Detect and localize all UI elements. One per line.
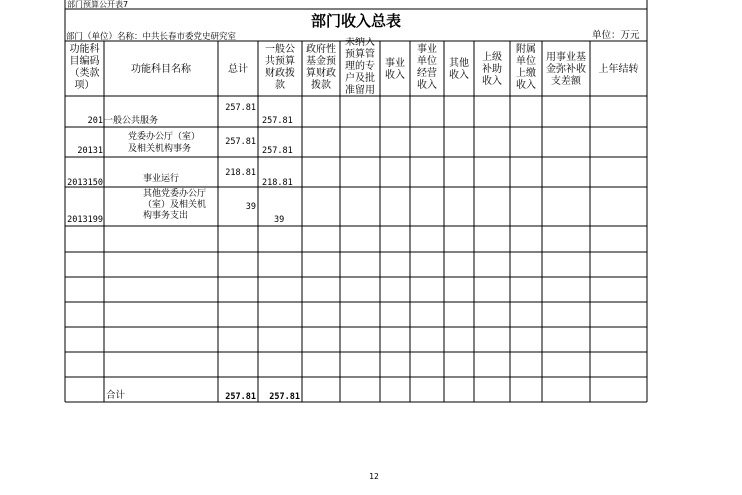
header-affiliated-income: 附属 单位 上缴 收入 xyxy=(516,44,536,91)
row-1-general: 257.81 xyxy=(262,116,293,126)
page-number: 12 xyxy=(369,472,379,481)
header-carry-over: 上年结转 xyxy=(598,64,639,75)
sheet-label: 部门预算公开表7 xyxy=(67,0,129,9)
header-other-income: 其他 收入 xyxy=(449,58,469,81)
row-3-code: 2013150 xyxy=(67,178,103,188)
unit-label: 单位：万元 xyxy=(592,30,640,41)
row-1-code: 201 xyxy=(87,116,103,126)
header-total: 总计 xyxy=(228,64,248,75)
total-row-total: 257.81 xyxy=(225,392,256,402)
row-1-total: 257.81 xyxy=(225,103,256,113)
header-business-income: 事业 收入 xyxy=(385,58,405,81)
header-name: 功能科目名称 xyxy=(131,64,191,75)
row-3-general: 218.81 xyxy=(262,178,293,188)
row-3-total: 218.81 xyxy=(225,168,256,178)
row-4-code: 2013199 xyxy=(67,215,103,225)
row-2-total: 257.81 xyxy=(225,137,256,147)
page-title: 部门收入总表 xyxy=(310,12,401,30)
row-4-general: 39 xyxy=(274,215,285,225)
total-row-general: 257.81 xyxy=(269,392,300,402)
header-business-op-income: 事业 单位 经营 收入 xyxy=(417,44,437,91)
row-2-name: 党委办公厅（室） 及相关机构事务 xyxy=(128,132,201,154)
total-row-label: 合计 xyxy=(106,390,126,401)
header-code: 功能科 目编码 （类款 项） xyxy=(69,44,100,91)
header-general-budget: 一般公 共预算 财政拨 款 xyxy=(265,44,295,91)
row-4-total: 39 xyxy=(245,202,256,212)
row-2-code: 20131 xyxy=(77,146,103,156)
department-name: 部门（单位）名称：中共长春市委党史研究室 xyxy=(66,32,237,42)
header-superior-subsidy: 上级 补助 收入 xyxy=(482,52,502,87)
row-4-name: 其他党委办公厅 （室）及相关机 构事务支出 xyxy=(143,189,207,221)
header-not-in-budget: 未纳入 预算管 理的专 户及批 准留用 xyxy=(345,37,375,95)
header-fund-balance: 用事业基 金弥补收 支差额 xyxy=(546,52,586,87)
row-2-general: 257.81 xyxy=(262,146,293,156)
row-1-name: 一般公共服务 xyxy=(104,116,159,126)
header-gov-fund: 政府性 基金预 算财政 拨款 xyxy=(306,44,336,91)
row-3-name: 事业运行 xyxy=(143,174,180,184)
